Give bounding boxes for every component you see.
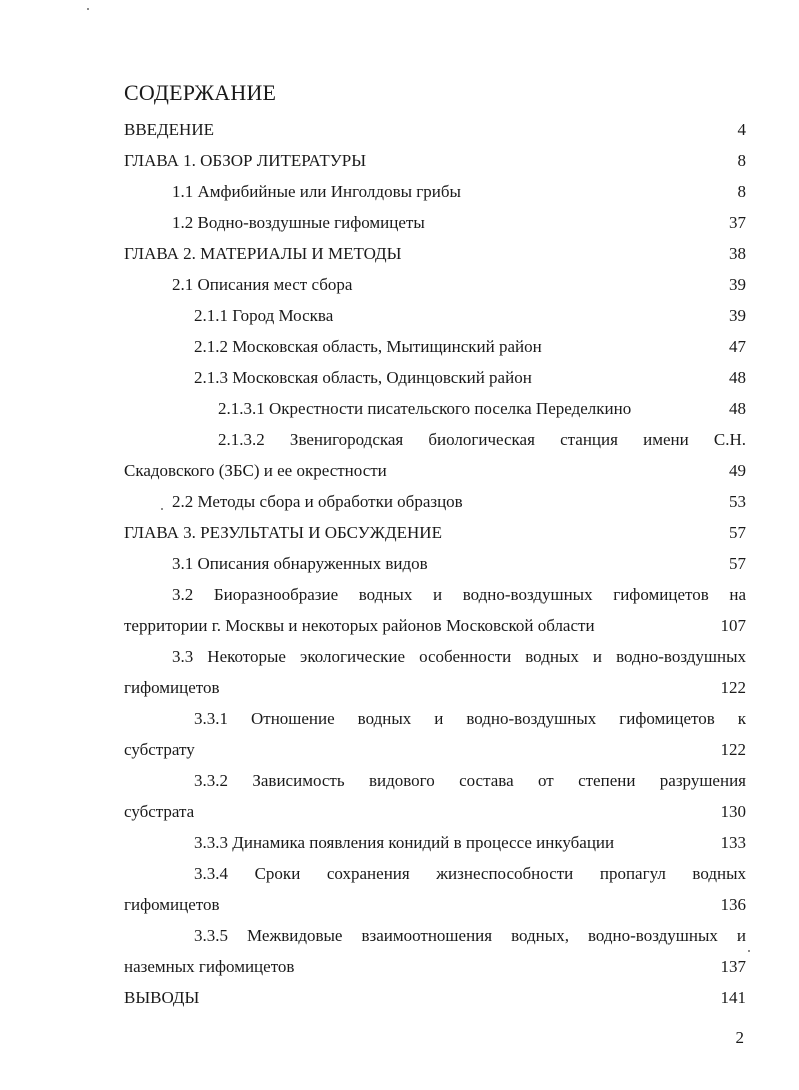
toc-entry-page: 8 [737,151,746,170]
toc-entry-text: 2.1.3.2 Звенигородская биологическая станция имени С.Н. [218,430,746,449]
toc-entry-text: 3.3.1 Отношение водных и водно-воздушных гифомицетов к [194,709,746,728]
table-of-contents [124,114,746,1013]
toc-entry-text: 3.3.5 Межвидовые взаимоотношения водных, водно-воздушных и [194,926,746,945]
toc-entry-text: ГЛАВА 2. МАТЕРИАЛЫ И МЕТОДЫ [124,244,402,263]
toc-entry-3-3-cont [124,672,746,703]
toc-entry-text: Скадовского (ЗБС) и ее окрестности [124,461,387,480]
toc-entry-page: 39 [729,306,746,325]
toc-entry-1-2 [124,207,746,238]
toc-entry-text: 2.1.3.1 Окрестности писательского поселка Переделкино [218,399,632,418]
toc-entry-2-1-3-1 [124,393,746,424]
toc-entry-chapter-1 [124,145,746,176]
toc-entry-3-3-2-cont [124,796,746,827]
scan-speck [161,508,163,510]
toc-entry-page: 38 [729,244,746,263]
toc-entry-text: территории г. Москвы и некоторых районов Московской области [124,616,595,635]
toc-entry-2-1-3-2-cont [124,455,746,486]
toc-entry-text: субстрата [124,802,195,821]
toc-entry-page: 107 [720,616,746,635]
toc-entry-text: субстрату [124,740,195,759]
toc-entry-2-1-2 [124,331,746,362]
toc-entry-text: 3.3.4 Сроки сохранения жизнеспособности пропагул водных [194,864,746,883]
toc-entry-text: наземных гифомицетов [124,957,295,976]
toc-entry-text: ГЛАВА 3. РЕЗУЛЬТАТЫ И ОБСУЖДЕНИЕ [124,523,442,542]
toc-entry-text: 2.2 Методы сбора и обработки образцов [172,492,463,511]
toc-entry-2-1-3-2 [124,424,746,455]
toc-entry-2-1-1 [124,300,746,331]
toc-entry-3-3-4 [124,858,746,889]
toc-entry-3-3-1 [124,703,746,734]
toc-entry-3-3-3 [124,827,746,858]
toc-entry-page: 141 [720,988,746,1007]
toc-entry-text: 3.2 Биоразнообразие водных и водно-воздушных гифомицетов на [172,585,746,604]
toc-entry-text: 2.1.2 Московская область, Мытищинский район [194,337,542,356]
toc-entry-page: 48 [729,399,746,418]
toc-entry-3-3-5-cont [124,951,746,982]
toc-entry-text: 1.2 Водно-воздушные гифомицеты [172,213,425,232]
toc-entry-page: 39 [729,275,746,294]
toc-entry-1-1 [124,176,746,207]
toc-entry-text: 3.3.2 Зависимость видового состава от степени разрушения [194,771,746,790]
toc-entry-page: 133 [720,833,746,852]
toc-entry-2-1-3 [124,362,746,393]
scan-speck [748,950,750,952]
toc-entry-page: 136 [720,895,746,914]
toc-entry-text: 3.3.3 Динамика появления конидий в процессе инкубации [194,833,615,852]
toc-entry-text: 3.1 Описания обнаруженных видов [172,554,428,573]
toc-entry-page: 122 [720,678,746,697]
toc-entry-3-3-4-cont [124,889,746,920]
page-title: СОДЕРЖАНИЕ [124,80,277,105]
toc-entry-text: 2.1.3 Московская область, Одинцовский район [194,368,532,387]
toc-entry-page: 8 [737,182,746,201]
scan-speck [87,8,89,10]
toc-entry-text: ВЫВОДЫ [124,988,200,1007]
toc-entry-page: 122 [720,740,746,759]
toc-entry-3-3-5 [124,920,746,951]
toc-entry-page: 47 [729,337,746,356]
toc-entry-page: 137 [720,957,746,976]
toc-entry-chapter-3 [124,517,746,548]
toc-entry-2-2 [124,486,746,517]
toc-entry-3-2-cont [124,610,746,641]
toc-entry-page: 48 [729,368,746,387]
toc-entry-page: 57 [729,523,746,542]
toc-entry-page: 49 [729,461,746,480]
toc-entry-text: ВВЕДЕНИЕ [124,120,214,139]
toc-entry-page: 53 [729,492,746,511]
toc-entry-chapter-2 [124,238,746,269]
toc-entry-intro [124,114,746,145]
toc-entry-page: 130 [720,802,746,821]
toc-entry-3-3-1-cont [124,734,746,765]
toc-entry-text: гифомицетов [124,678,220,697]
toc-entry-text: 2.1 Описания мест сбора [172,275,353,294]
toc-entry-text: 2.1.1 Город Москва [194,306,334,325]
toc-entry-page: 37 [729,213,746,232]
toc-entry-3-2 [124,579,746,610]
toc-entry-3-3-2 [124,765,746,796]
toc-entry-page: 4 [737,120,746,139]
toc-entry-3-1 [124,548,746,579]
toc-entry-text: 3.3 Некоторые экологические особенности водных и водно-воздушных [172,647,746,666]
toc-entry-3-3 [124,641,746,672]
toc-entry-text: ГЛАВА 1. ОБЗОР ЛИТЕРАТУРЫ [124,151,367,170]
toc-entry-page: 57 [729,554,746,573]
toc-entry-text: гифомицетов [124,895,220,914]
toc-entry-2-1 [124,269,746,300]
toc-entry-text: 1.1 Амфибийные или Инголдовы грибы [172,182,461,201]
toc-entry-conclusions [124,982,746,1013]
page-number: 2 [735,1028,744,1047]
